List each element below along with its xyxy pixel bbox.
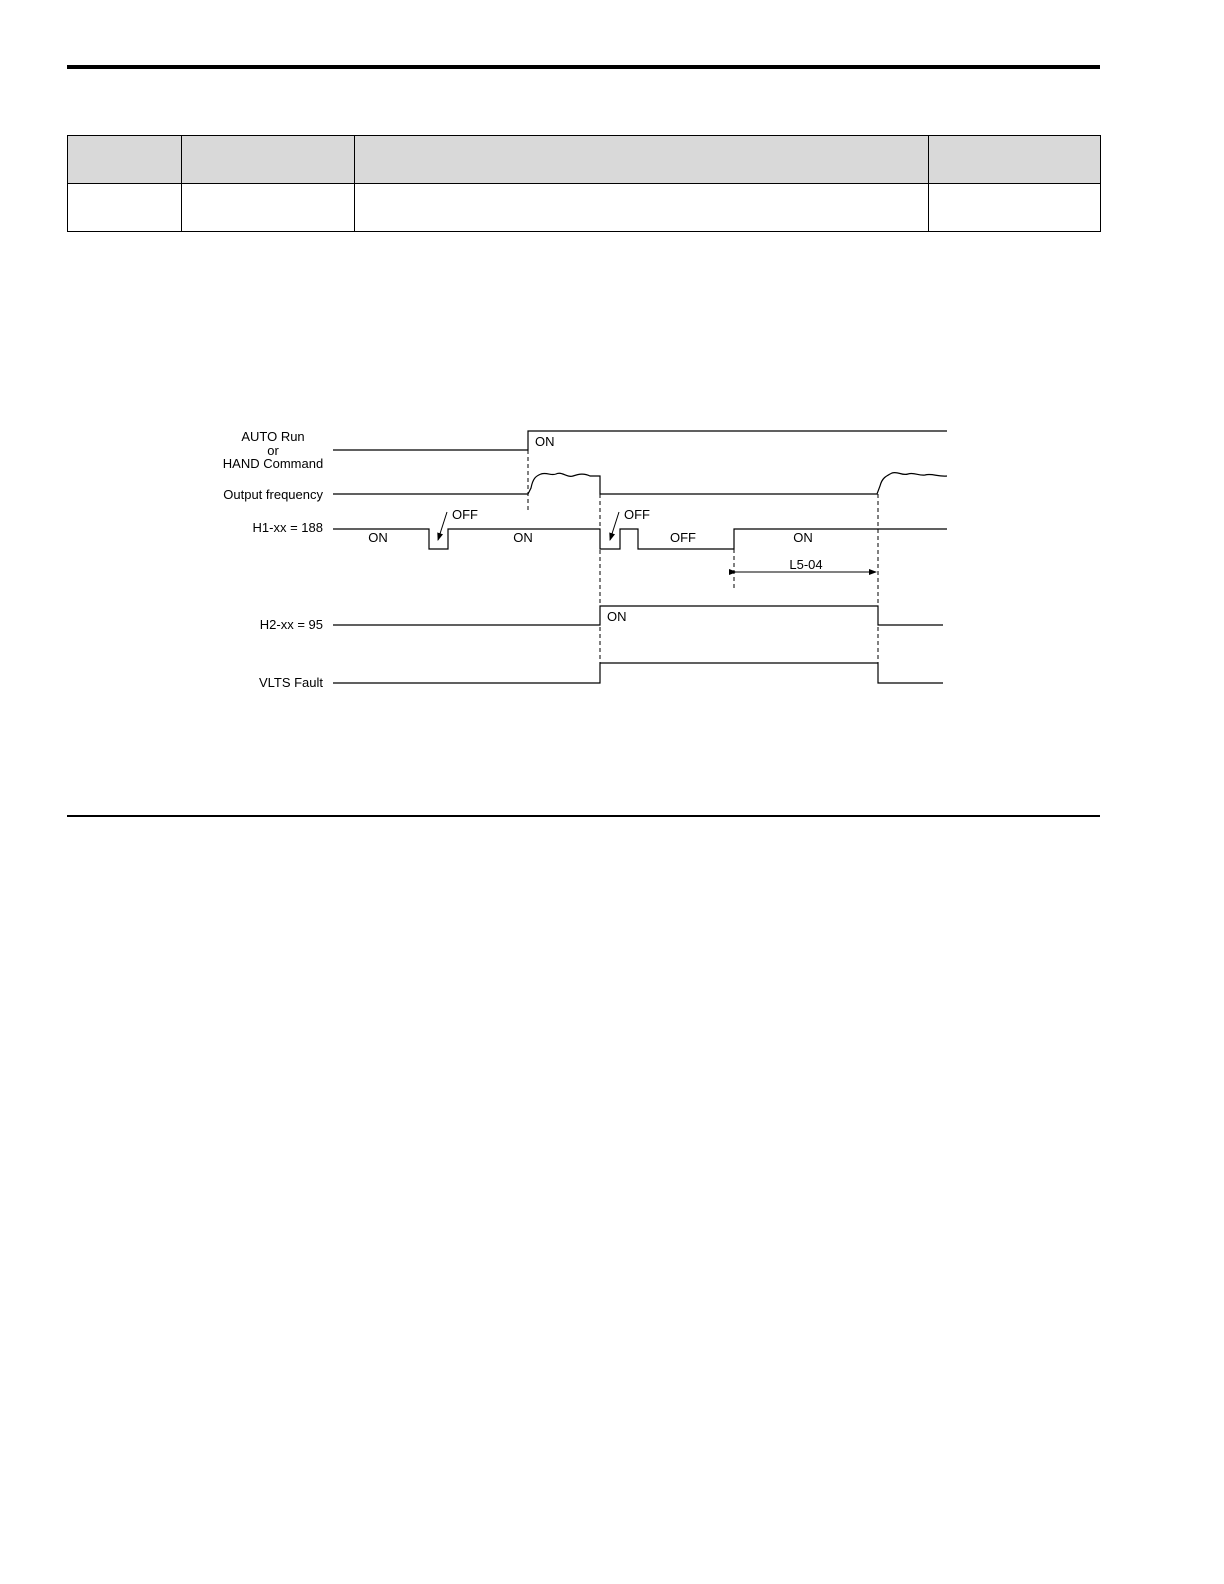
run-command-label-line2: or bbox=[267, 443, 279, 458]
timing-chart bbox=[0, 0, 1224, 760]
h2-output-label: H2-xx = 95 bbox=[259, 617, 323, 632]
h1-on-label: ON bbox=[368, 530, 388, 545]
h1-input-waveform bbox=[333, 529, 947, 549]
h1-off-pulse-label: OFF bbox=[624, 507, 650, 522]
h1-on-label: ON bbox=[513, 530, 533, 545]
run-command-label-line1: AUTO Run bbox=[241, 429, 305, 444]
h2-output-waveform bbox=[333, 606, 943, 625]
run-on-label: ON bbox=[535, 434, 555, 449]
off-pulse-pointer-arrow bbox=[438, 512, 447, 540]
vlts-fault-waveform bbox=[333, 663, 943, 683]
run-command-label-line3: HAND Command bbox=[222, 456, 324, 471]
h1-off-label: OFF bbox=[670, 530, 696, 545]
off-pulse-pointer-arrow bbox=[610, 512, 619, 540]
run-command-waveform bbox=[333, 431, 947, 450]
output-frequency-waveform bbox=[333, 473, 947, 494]
l5-04-label: L5-04 bbox=[789, 557, 823, 572]
vlts-fault-label: VLTS Fault bbox=[258, 675, 323, 690]
h1-off-pulse-label: OFF bbox=[452, 507, 478, 522]
h2-on-label: ON bbox=[607, 609, 627, 624]
h1-on-label: ON bbox=[793, 530, 813, 545]
bottom-rule bbox=[67, 815, 1100, 817]
h1-input-label: H1-xx = 188 bbox=[252, 520, 323, 535]
output-frequency-label: Output frequency bbox=[223, 487, 323, 502]
